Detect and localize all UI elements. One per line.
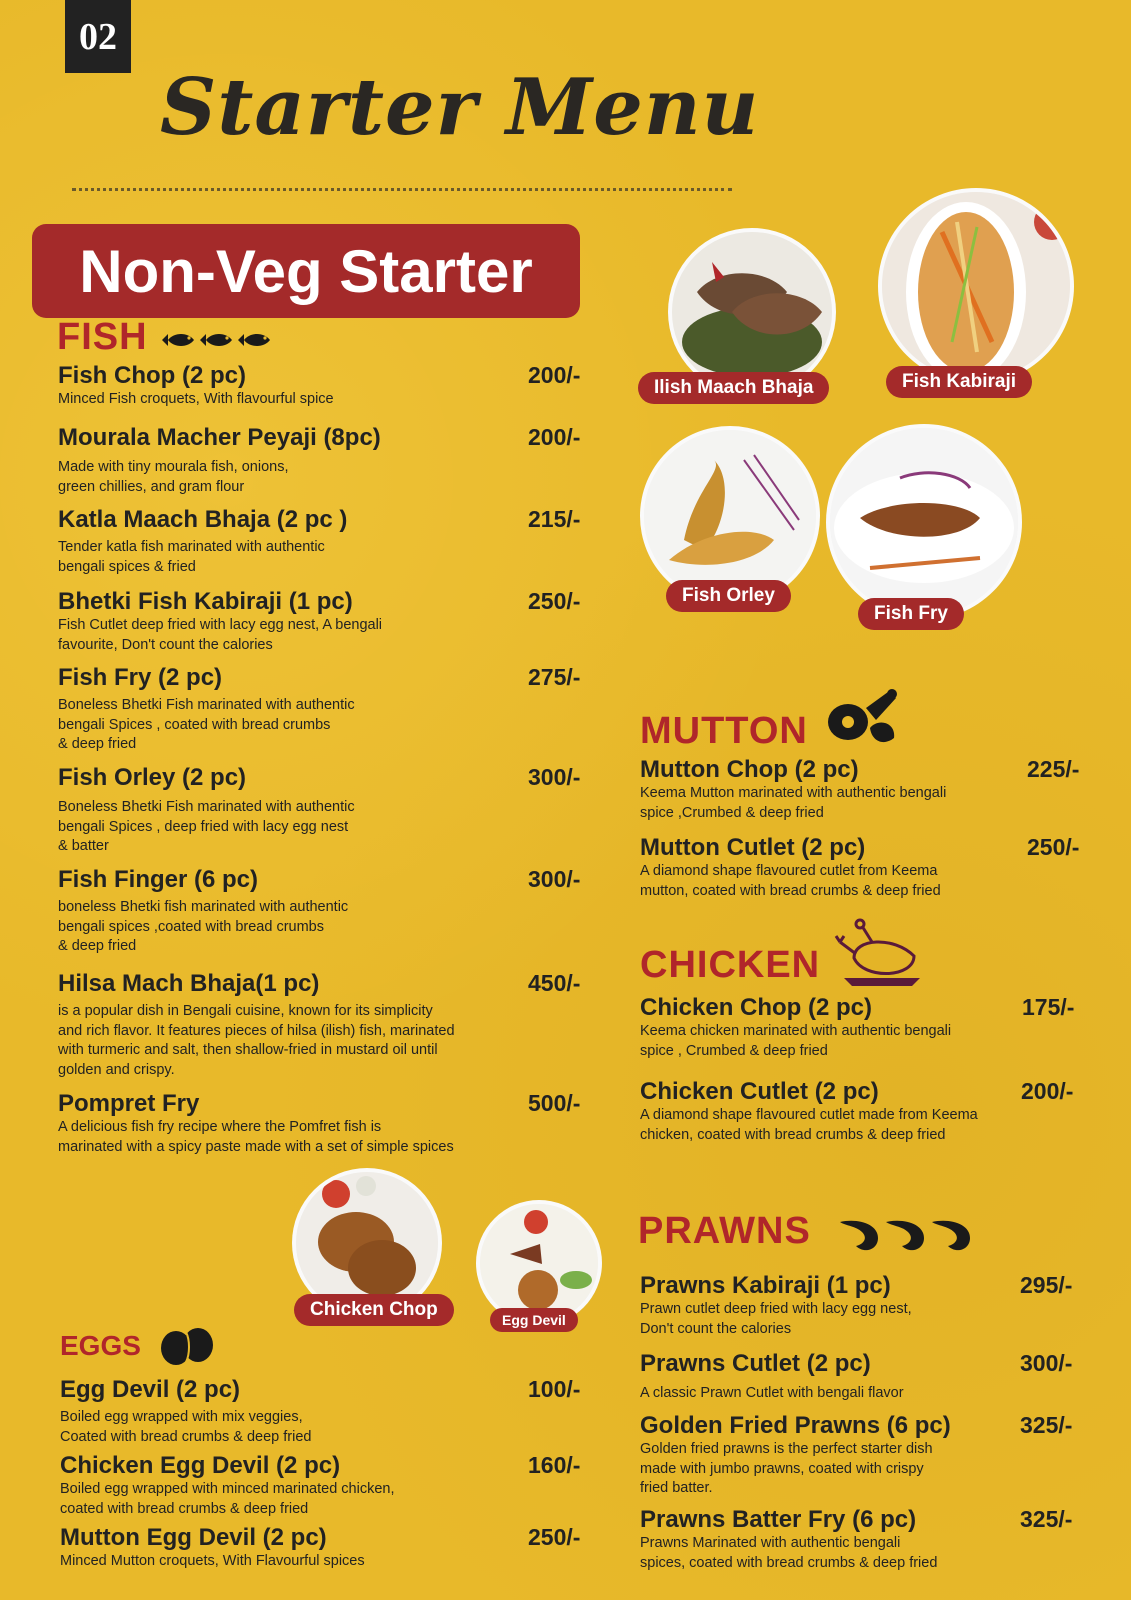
prawns-item xyxy=(640,1272,1090,1339)
item-desc: Boiled egg wrapped with mix veggies, Coated with bread crumbs & deep fried xyxy=(60,1409,312,1445)
item-desc: Boneless Bhetki Fish marinated with authentic bengali Spices , deep fried with lacy egg nest & batter xyxy=(58,799,355,854)
item-name: Bhetki Fish Kabiraji (1 pc) xyxy=(58,588,353,615)
fish-item xyxy=(58,970,588,1080)
fish-item xyxy=(58,1090,588,1157)
item-name: Fish Fry (2 pc) xyxy=(58,664,223,691)
egg-devil-label: Egg Devil xyxy=(490,1308,578,1332)
item-desc: Minced Fish croquets, With flavourful spice xyxy=(58,391,334,407)
item-name: Fish Chop (2 pc) xyxy=(58,362,246,389)
item-name: Fish Orley (2 pc) xyxy=(58,764,247,791)
item-price: 175/- xyxy=(1022,994,1075,1020)
prawns-item xyxy=(640,1350,1090,1404)
fish-heading: FISH xyxy=(57,316,148,358)
item-desc: Boiled egg wrapped with minced marinated chicken, coated with bread crumbs & deep fried xyxy=(60,1481,395,1517)
ilish-label: Ilish Maach Bhaja xyxy=(638,372,829,404)
item-name: Chicken Cutlet (2 pc) xyxy=(640,1078,879,1105)
item-price: 200/- xyxy=(528,424,581,450)
eggs-item xyxy=(60,1376,590,1447)
item-desc: Tender katla fish marinated with authentic bengali spices & fried xyxy=(58,539,325,575)
mutton-heading: MUTTON xyxy=(640,710,808,752)
item-name: Mutton Chop (2 pc) xyxy=(640,756,859,783)
item-price: 300/- xyxy=(528,866,581,892)
item-name: Prawns Cutlet (2 pc) xyxy=(640,1350,871,1377)
item-desc: Boneless Bhetki Fish marinated with authentic bengali Spices , coated with bread crumbs & deep fried xyxy=(58,697,355,752)
fish-fry-photo xyxy=(826,424,1022,620)
kabiraji-photo xyxy=(878,188,1074,384)
item-name: Mourala Macher Peyaji (8pc) xyxy=(58,424,381,451)
ilish-photo xyxy=(668,228,836,396)
fish-item xyxy=(58,506,588,577)
item-desc: boneless Bhetki fish marinated with authentic bengali spices ,coated with bread crumbs & deep fried xyxy=(58,899,349,954)
item-price: 200/- xyxy=(1021,1078,1074,1104)
eggs-item xyxy=(60,1452,590,1519)
item-price: 325/- xyxy=(1020,1506,1073,1532)
fish-item xyxy=(58,424,588,497)
item-name: Chicken Chop (2 pc) xyxy=(640,994,873,1021)
item-price: 160/- xyxy=(528,1452,581,1478)
item-price: 300/- xyxy=(1020,1350,1073,1376)
item-name: Mutton Cutlet (2 pc) xyxy=(640,834,866,861)
item-price: 250/- xyxy=(528,1524,581,1550)
roast-chicken-icon xyxy=(834,918,924,993)
item-name: Pompret Fry xyxy=(58,1090,200,1117)
prawns-item xyxy=(640,1506,1090,1573)
item-desc: is a popular dish in Bengali cuisine, known for its simplicity and rich flavor. It features pieces of hilsa (ilish) fish, marinated with turmeric and salt, then shallow-fried in mustard oil until golden and crispy. xyxy=(58,1003,455,1078)
page-number: 02 xyxy=(65,0,131,73)
mutton-item xyxy=(640,756,1090,823)
prawns-item xyxy=(640,1412,1090,1499)
mutton-item xyxy=(640,834,1090,901)
eggs-heading: EGGS xyxy=(60,1330,141,1361)
orley-label: Fish Orley xyxy=(666,580,791,612)
item-name: Hilsa Mach Bhaja(1 pc) xyxy=(58,970,320,997)
mutton-leg-icon xyxy=(826,688,906,751)
item-price: 215/- xyxy=(528,506,581,532)
item-desc: Fish Cutlet deep fried with lacy egg nest, A bengali favourite, Don't count the calories xyxy=(58,617,383,653)
eggs-icon xyxy=(156,1326,216,1371)
orley-photo xyxy=(640,426,820,606)
item-desc: Made with tiny mourala fish, onions, green chillies, and gram flour xyxy=(58,459,289,495)
divider xyxy=(72,188,732,191)
item-desc: A delicious fish fry recipe where the Pomfret fish is marinated with a spicy paste made with a set of simple spices xyxy=(58,1119,454,1155)
chicken-heading: CHICKEN xyxy=(640,944,821,986)
item-name: Chicken Egg Devil (2 pc) xyxy=(60,1452,341,1479)
item-desc: A diamond shape flavoured cutlet from Keema mutton, coated with bread crumbs & deep fried xyxy=(640,863,941,899)
item-desc: Minced Mutton croquets, With Flavourful spices xyxy=(60,1553,365,1569)
item-name: Egg Devil (2 pc) xyxy=(60,1376,241,1403)
item-desc: Prawn cutlet deep fried with lacy egg nest, Don't count the calories xyxy=(640,1301,912,1337)
page-title: Starter Menu xyxy=(160,62,760,153)
fish-item xyxy=(58,362,588,410)
item-price: 225/- xyxy=(1027,756,1080,782)
item-price: 250/- xyxy=(1027,834,1080,860)
item-price: 250/- xyxy=(528,588,581,614)
item-desc: Golden fried prawns is the perfect starter dish made with jumbo prawns, coated with crispy fried batter. xyxy=(640,1441,933,1496)
item-price: 300/- xyxy=(528,764,581,790)
item-desc: A diamond shape flavoured cutlet made from Keema chicken, coated with bread crumbs & deep fried xyxy=(640,1107,978,1143)
item-name: Prawns Batter Fry (6 pc) xyxy=(640,1506,917,1533)
prawns-heading: PRAWNS xyxy=(638,1210,811,1252)
item-price: 200/- xyxy=(528,362,581,388)
chicken-item xyxy=(640,994,1090,1061)
chicken-chop-label: Chicken Chop xyxy=(294,1294,454,1326)
item-price: 325/- xyxy=(1020,1412,1073,1438)
fish-item xyxy=(58,664,588,755)
item-name: Mutton Egg Devil (2 pc) xyxy=(60,1524,327,1551)
item-price: 295/- xyxy=(1020,1272,1073,1298)
kabiraji-label: Fish Kabiraji xyxy=(886,366,1032,398)
fish-icon xyxy=(160,326,280,359)
fish-item xyxy=(58,588,588,655)
item-name: Fish Finger (6 pc) xyxy=(58,866,259,893)
item-price: 100/- xyxy=(528,1376,581,1402)
fish-fry-label: Fish Fry xyxy=(858,598,964,630)
item-desc: Keema Mutton marinated with authentic bengali spice ,Crumbed & deep fried xyxy=(640,785,947,821)
item-desc: A classic Prawn Cutlet with bengali flavor xyxy=(640,1385,904,1401)
item-desc: Keema chicken marinated with authentic bengali spice , Crumbed & deep fried xyxy=(640,1023,952,1059)
item-price: 450/- xyxy=(528,970,581,996)
item-name: Prawns Kabiraji (1 pc) xyxy=(640,1272,891,1299)
eggs-item xyxy=(60,1524,590,1572)
item-price: 500/- xyxy=(528,1090,581,1116)
fish-item xyxy=(58,866,588,957)
item-desc: Prawns Marinated with authentic bengali spices, coated with bread crumbs & deep fried xyxy=(640,1535,938,1571)
item-name: Katla Maach Bhaja (2 pc ) xyxy=(58,506,348,533)
fish-item xyxy=(58,764,588,857)
item-name: Golden Fried Prawns (6 pc) xyxy=(640,1412,951,1439)
item-price: 275/- xyxy=(528,664,581,690)
prawn-icon xyxy=(838,1216,978,1261)
section-banner: Non-Veg Starter xyxy=(32,224,580,318)
chicken-item xyxy=(640,1078,1090,1145)
